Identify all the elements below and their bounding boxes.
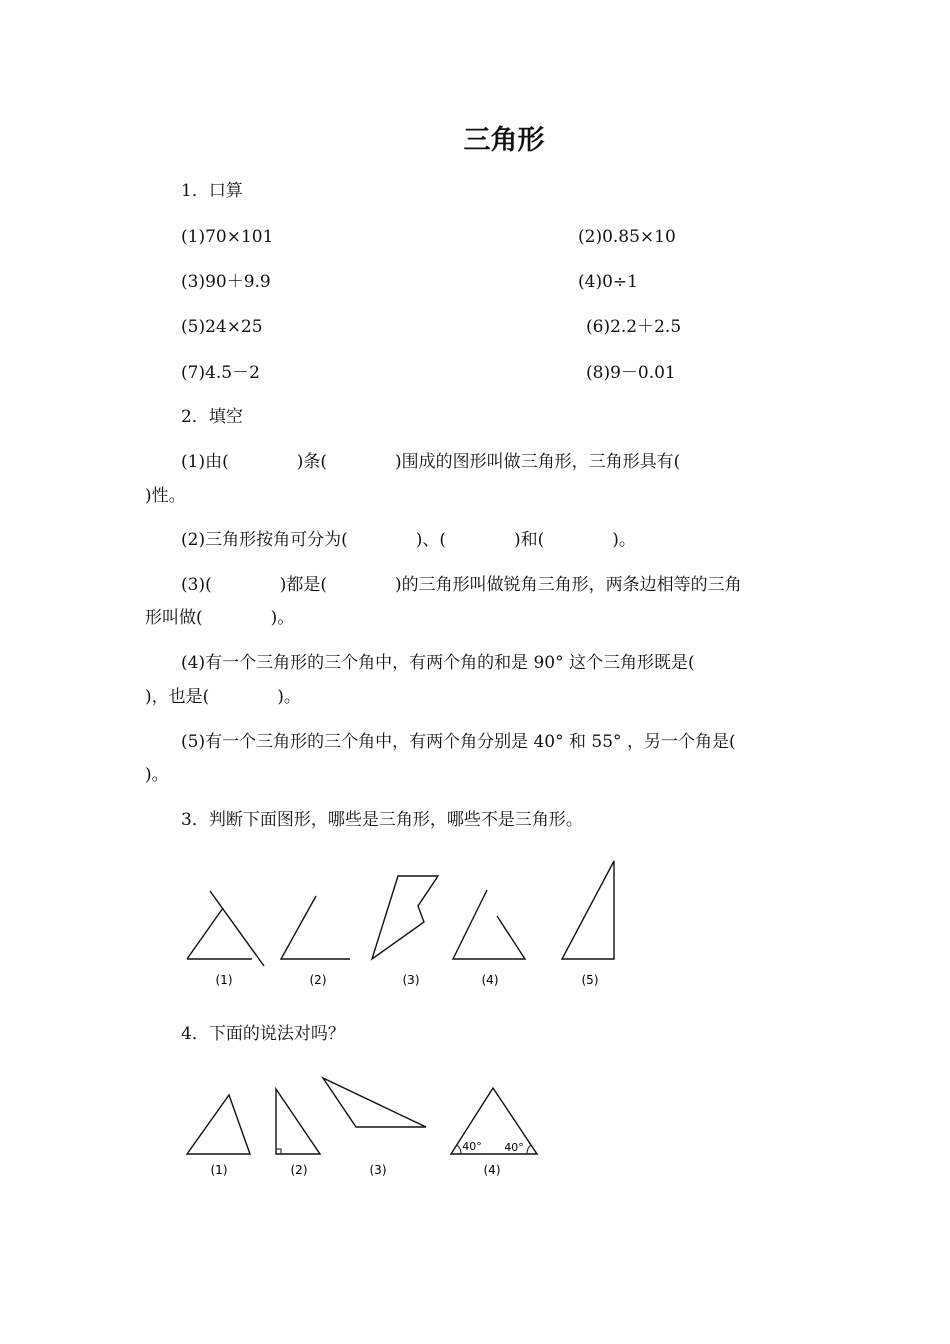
q3-figure-3 — [372, 876, 438, 959]
q3-figure-2 — [281, 896, 350, 959]
q3-label-3: (3) — [402, 973, 420, 987]
q4-label-1: (1) — [210, 1163, 228, 1177]
q4-figure-1 — [187, 1095, 250, 1154]
page-title: 三角形 — [463, 125, 545, 156]
q2-p3-line1: (3)( )都是( )的三角形叫做锐角三角形，两条边相等的三角 — [181, 575, 742, 595]
q2-heading: 2．填空 — [181, 407, 243, 427]
q1-item-7: (7)4.5－2 — [181, 363, 260, 383]
q3-figure-5 — [562, 861, 614, 959]
q1-heading: 1．口算 — [181, 181, 243, 201]
q1-item-4: (4)0÷1 — [578, 272, 638, 292]
q3-label-5: (5) — [581, 973, 599, 987]
q2-p1-line2: )性。 — [145, 486, 186, 506]
q1-item-5: (5)24×25 — [181, 317, 263, 337]
q4-label-4: (4) — [483, 1163, 501, 1177]
q1-item-6: (6)2.2＋2.5 — [586, 317, 682, 337]
q2-p5-line1: (5)有一个三角形的三个角中，有两个角分别是 40° 和 55° ，另一个角是( — [181, 732, 736, 752]
q2-p4-line1: (4)有一个三角形的三个角中，有两个角的和是 90° 这个三角形既是( — [181, 653, 695, 673]
q4-angle-left: 40° — [462, 1140, 482, 1153]
q3-label-4: (4) — [481, 973, 499, 987]
q4-angle-right: 40° — [504, 1141, 524, 1154]
q3-figure-1 — [187, 891, 264, 966]
q3-label-1: (1) — [215, 973, 233, 987]
q1-item-8: (8)9－0.01 — [586, 363, 676, 383]
q2-p1-line1: (1)由( )条( )围成的图形叫做三角形，三角形具有( — [181, 452, 681, 472]
q1-item-1: (1)70×101 — [181, 227, 274, 247]
q1-item-2: (2)0.85×10 — [578, 227, 676, 247]
q3-label-2: (2) — [309, 973, 327, 987]
q1-item-3: (3)90＋9.9 — [181, 272, 271, 292]
q4-figure-2 — [276, 1089, 320, 1154]
q2-p4-line2: )，也是( )。 — [145, 687, 301, 707]
q4-heading: 4．下面的说法对吗？ — [181, 1024, 345, 1044]
q2-p2: (2)三角形按角可分为( )、( )和( )。 — [181, 530, 636, 550]
q2-p3-line2: 形叫做( )。 — [145, 608, 295, 628]
q3-heading: 3．判断下面图形，哪些是三角形，哪些不是三角形。 — [181, 810, 583, 830]
q4-label-3: (3) — [369, 1163, 387, 1177]
q3-figure-4 — [453, 890, 525, 959]
q4-figure-3 — [323, 1078, 426, 1127]
q2-p5-line2: )。 — [145, 765, 169, 785]
q4-label-2: (2) — [290, 1163, 308, 1177]
